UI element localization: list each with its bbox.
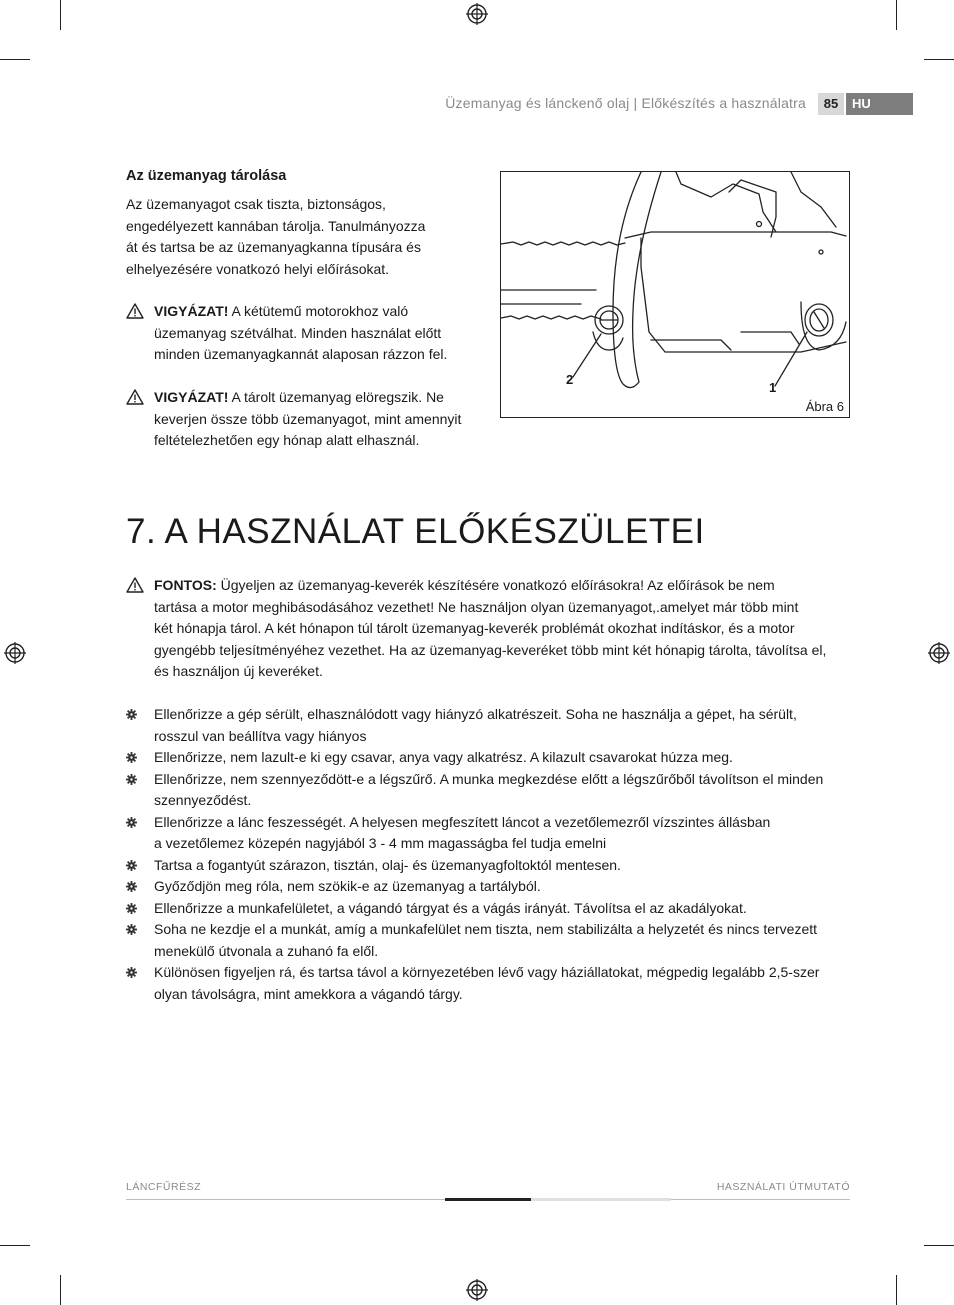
list-item	[126, 769, 856, 812]
footer-product: LÁNCFŰRÉSZ	[126, 1181, 202, 1193]
warning-block	[126, 301, 486, 371]
text-line: Ellenőrizze a gép sérült, elhasználódott vagy hiányzó alkatrészeit. Soha ne használja a gépet, ha sérült,	[154, 706, 797, 722]
text-line: Soha ne kezdje el a munkát, amíg a munkafelület nem tiszta, nem stabilizálta a helyzetét és nincs tervezett	[154, 921, 818, 937]
text-line: Ellenőrizze, nem lazult-e ki egy csavar, anya vagy alkatrész. A kilazult csavarokat húzza meg.	[154, 749, 733, 765]
text-line: szennyeződést.	[154, 792, 252, 808]
text-line: Ügyeljen az üzemanyag-keverék készítésére vonatkozó előírásokra! Az előírások be nem	[216, 577, 775, 593]
text-line: rosszul van beállítva vagy hiányos	[154, 727, 367, 744]
warning-label: VIGYÁZAT!	[154, 389, 229, 405]
gear-bullet-icon	[126, 752, 137, 763]
text-line: engedélyezett kannában tárolja. Tanulmányozza	[126, 217, 426, 234]
text-line: át és tartsa be az üzemanyagkanna típusára és	[126, 239, 421, 255]
warning-label: VIGYÁZAT!	[154, 303, 229, 319]
crop-mark	[0, 1245, 30, 1246]
text-line: tartása a motor meghibásodásához vezethet! Ne használjon olyan üzemanyagot,.amelyet már több mint	[154, 598, 799, 615]
list-item	[126, 919, 856, 962]
footer-bar-dark	[445, 1198, 531, 1201]
chainsaw-illustration	[501, 172, 849, 417]
registration-mark-icon	[4, 642, 26, 664]
gear-bullet-icon	[126, 860, 137, 871]
list-item	[126, 812, 856, 855]
text-line: A tárolt üzemanyag elöregszik. Ne	[228, 389, 444, 405]
warning-text	[154, 301, 447, 366]
crop-mark	[896, 1275, 897, 1305]
list-item	[126, 704, 856, 747]
text-line: Ellenőrizze a munkafelületet, a vágandó tárgyat és a vágás irányát. Távolítsa el az akadályokat.	[154, 899, 747, 916]
text-line: elhelyezésére vonatkozó helyi előírásokat.	[126, 260, 390, 277]
crop-mark	[0, 59, 30, 60]
important-label: FONTOS:	[154, 577, 217, 593]
gear-bullet-icon	[126, 924, 137, 935]
text-line: menekülő útvonala a zuhanó fa elől.	[154, 942, 379, 959]
crop-mark	[60, 0, 61, 30]
footer-manual: HASZNÁLATI ÚTMUTATÓ	[716, 1181, 850, 1193]
text-line: Tartsa a fogantyút szárazon, tisztán, olaj- és üzemanyagfoltoktól mentesen.	[154, 856, 621, 873]
text-line: keverjen össze több üzemanyagot, mint amennyit	[154, 410, 462, 427]
figure-caption: Ábra 6	[805, 399, 844, 414]
preparation-checklist	[126, 704, 856, 1005]
list-item	[126, 855, 856, 877]
list-item	[126, 747, 856, 769]
gear-bullet-icon	[126, 774, 137, 785]
figure-chainsaw-oil-fuel-caps	[500, 171, 850, 418]
crop-mark	[60, 1275, 61, 1305]
warning-triangle-icon	[126, 303, 144, 319]
footer-bar-light	[531, 1198, 671, 1201]
gear-bullet-icon	[126, 903, 137, 914]
text-line: olyan távolságra, mint amekkora a vágandó tárgy.	[154, 985, 463, 1002]
text-line: Ellenőrizze a lánc feszességét. A helyesen megfeszített láncot a vezetőlemezről vízszintes állásban	[154, 813, 771, 830]
gear-bullet-icon	[126, 967, 137, 978]
text-line: a vezetőlemez közepén nagyjából 3 - 4 mm magasságba fel tudja emelni	[154, 835, 607, 851]
crop-mark	[896, 0, 897, 30]
crop-mark	[924, 59, 954, 60]
crop-mark	[924, 1245, 954, 1246]
gear-bullet-icon	[126, 817, 137, 828]
warning-triangle-icon	[126, 389, 144, 405]
callout-1: 1	[769, 380, 777, 395]
running-header: Üzemanyag és lánckenő olaj | Előkészítés a használatra	[445, 95, 806, 111]
warning-block	[126, 387, 486, 457]
text-line: Az üzemanyagot csak tiszta, biztonságos,	[126, 196, 386, 212]
text-line: Ellenőrizze, nem szennyeződött-e a légszűrő. A munka megkezdése előtt a légszűrőből távolítson el minden	[154, 770, 824, 787]
registration-mark-icon	[928, 642, 950, 664]
registration-mark-icon	[466, 3, 488, 25]
text-line: üzemanyag szétválhat. Minden használat előtt	[154, 324, 442, 341]
language-tag: HU	[846, 93, 913, 115]
important-block	[126, 575, 856, 685]
callout-2: 2	[566, 372, 574, 387]
registration-mark-icon	[466, 1279, 488, 1301]
gear-bullet-icon	[126, 709, 137, 720]
text-line: két hónapja tárol. A két hónapon túl tárolt üzemanyag-keverék problémát okozhat indításkor, és a motor	[154, 620, 795, 636]
text-line: gyengébb teljesítményéhez vezethet. Ha az üzemanyag-keveréket több mint két hónapig tárolta, távolítsa el,	[154, 641, 827, 658]
text-line: Különösen figyeljen rá, és tartsa távol a környezetében lévő vagy háziállatokat, mégpedig legalább 2,5-szer	[154, 964, 820, 980]
page-number: 85	[818, 93, 844, 115]
text-line: minden üzemanyagkannát alaposan rázzon fel.	[154, 346, 448, 362]
important-text	[154, 575, 826, 683]
storage-paragraph	[126, 194, 486, 280]
list-item	[126, 876, 856, 898]
text-line: és használjon új keveréket.	[154, 663, 323, 679]
text-line: feltételezhetően egy hónap alatt elhasznál.	[154, 432, 420, 448]
storage-heading: Az üzemanyag tárolása	[126, 168, 287, 184]
text-line: Győződjön meg róla, nem szökik-e az üzemanyag a tartályból.	[154, 878, 541, 894]
gear-bullet-icon	[126, 881, 137, 892]
list-item	[126, 962, 856, 1005]
text-line: A kétütemű motorokhoz való	[228, 303, 409, 319]
warning-text	[154, 387, 461, 452]
warning-triangle-icon	[126, 577, 144, 593]
list-item	[126, 898, 856, 920]
section-title: 7. A HASZNÁLAT ELŐKÉSZÜLETEI	[126, 512, 705, 551]
